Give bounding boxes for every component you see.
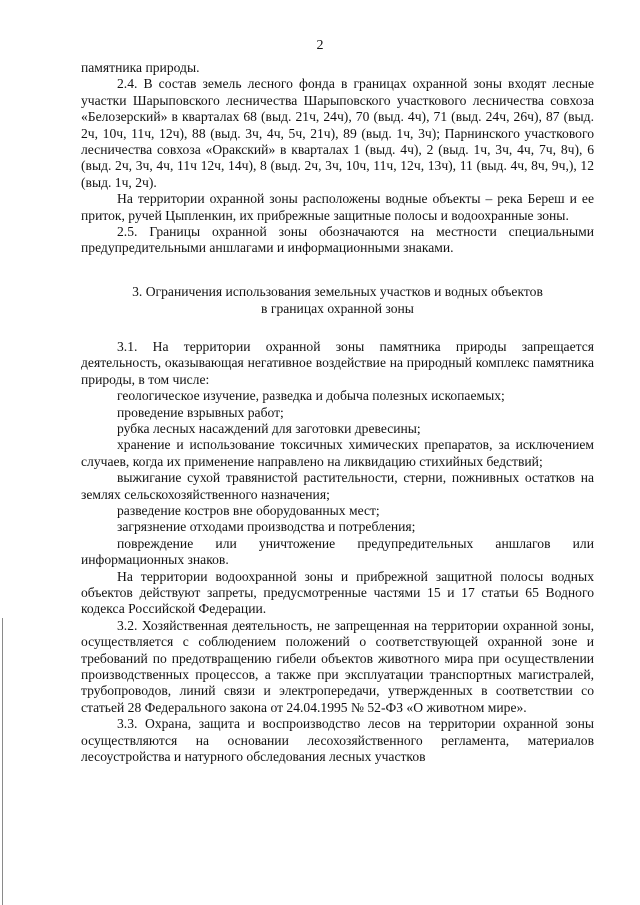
section-heading-line-1: 3. Ограничения использования земельных участков и водных объектов [132,283,543,299]
paragraph-water-protection: На территории водоохранной зоны и прибрежной защитной полосы водных объектов действуют запреты, предусмотренные частями 15 и 17 статьи 65 Водного кодекса Российской Федерации. [81,568,594,617]
list-item-campfires: разведение костров вне оборудованных мест; [117,502,380,518]
list-item-burning: выжигание сухой травянистой растительности, стерни, пожнивных остатков на землях сельскохозяйственного назначения; [81,470,594,502]
paragraph-3-1: 3.1. На территории охранной зоны памятника природы запрещается деятельность, оказывающая негативное воздействие на природный комплекс памятника природы, в том числе: [81,338,594,387]
section-heading [81,283,594,317]
paragraph-3-2: 3.2. Хозяйственная деятельность, не запрещенная на территории охранной зоны, осуществляется с соблюдением положений о соответствующей охранной зоне и требований по предотвращению гибели объектов животного мира при осуществлении производственных процессов, а также при эксплуатации транспортных магистралей, трубопроводов, линий связи и электропередачи, утвержденных в соответствии со статьей 28 Федерального закона от 24.04.1995 № 52-ФЗ «О животном мире». [81,617,594,715]
document-body [81,60,594,765]
list-item-chemicals: хранение и использование токсичных химических препаратов, за исключением случаев, когда их применение направлено на ликвидацию стихийных бедствий; [81,437,594,469]
paragraph-continuation: памятника природы. [81,60,200,75]
list-item-signs: повреждение или уничтожение предупредительных аншлагов или информационных знаков. [81,535,594,568]
page-edge-line [2,618,3,905]
page-number: 2 [316,38,324,53]
section-heading-line-2: в границах охранной зоны [261,300,414,316]
paragraph-2-5: 2.5. Границы охранной зоны обозначаются на местности специальными предупредительными аншлагами и информационными знаками. [81,224,594,256]
paragraph-3-3: 3.3. Охрана, защита и воспроизводство лесов на территории охранной зоны осуществляются на основании лесохозяйственного регламента, материалов лесоустройства и натурного обследования лесных участков [81,716,594,765]
paragraph-2-4: 2.4. В состав земель лесного фонда в границах охранной зоны входят лесные участки Шарыповского лесничества Шарыповского участкового лесничества совхоза «Белозерский» в кварталах 68 (выд. 21ч, 24ч), 70 (выд. 4ч), 71 (выд. 24ч, 26ч), 87 (выд. 2ч, 10ч, 11ч, 12ч), 88 (выд. 3ч, 4ч, 5ч, 21ч), 89 (выд. 1ч, 3ч); Парнинского участкового лесничества совхоза «Оракский» в кварталах 1 (выд. 4ч), 2 (выд. 1ч, 3ч, 4ч, 7ч, 8ч), 6 (выд. 2ч, 3ч, 4ч, 11ч 12ч, 14ч), 8 (выд. 2ч, 3ч, 10ч, 11ч, 12ч, 13ч), 11 (выд. 4ч, 8ч, 9ч,), 12 (выд. 1ч, 2ч). [81,76,594,190]
list-item-pollution: загрязнение отходами производства и потребления; [117,519,416,535]
list-item-blasting: проведение взрывных работ; [117,404,284,420]
paragraph-water-objects: На территории охранной зоны расположены водные объекты – река Береш и ее приток, ручей Цыпленкин, их прибрежные защитные полосы и водоохранные зоны. [81,191,594,223]
list-item-geology: геологическое изучение, разведка и добыча полезных ископаемых; [117,388,505,404]
list-item-logging: рубка лесных насаждений для заготовки древесины; [117,420,421,436]
